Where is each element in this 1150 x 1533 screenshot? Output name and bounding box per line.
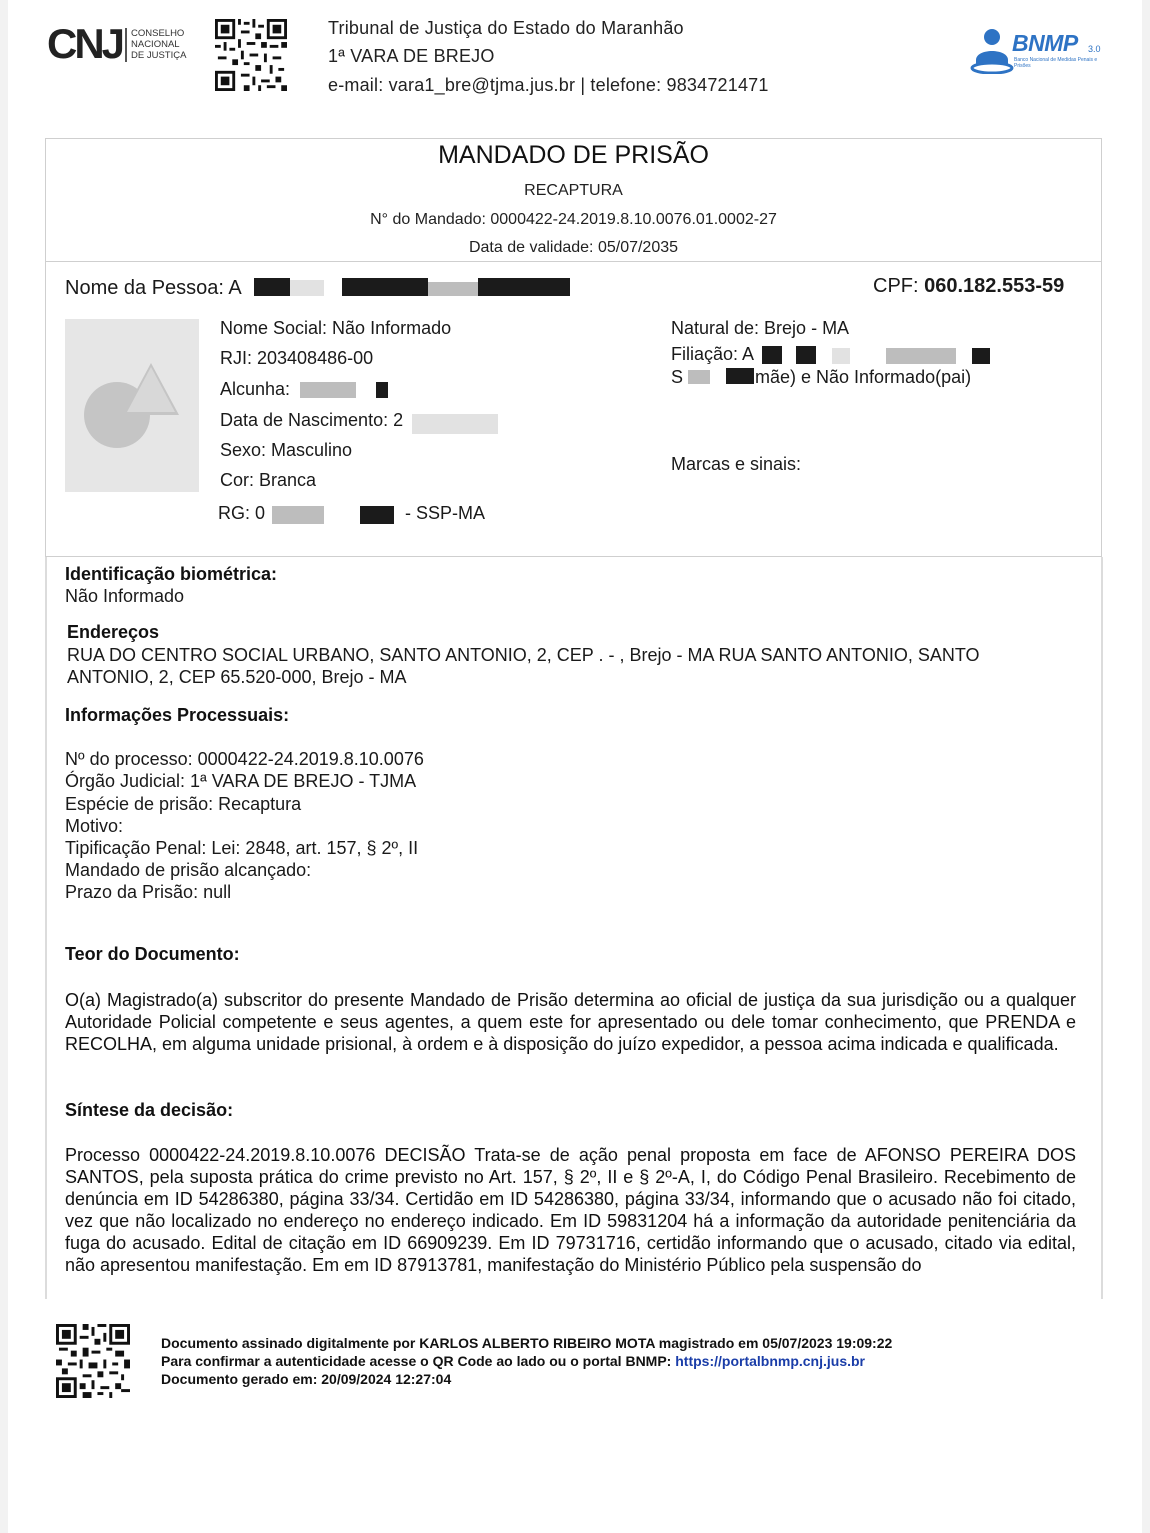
filiation-line2: mãe) e Não Informado(pai) [755,367,972,387]
alias: Alcunha: [220,379,291,399]
redaction [972,348,990,364]
header-qr-code[interactable] [215,19,287,91]
footer-confirm-text: Para confirmar a autenticidade acesse o QR Code ao lado ou o portal BNMP: [161,1353,676,1369]
person-photo-placeholder [65,319,199,492]
filiation-line2-prefix: S [671,367,684,387]
warrant-title: MANDADO DE PRISÃO [438,141,709,169]
cnj-logo [47,20,197,68]
warrant-number: N° do Mandado: 0000422-24.2019.8.10.0076.01.0002-27 [370,211,777,228]
redaction [886,348,956,364]
cnj-sub-3: DE JUSTIÇA [131,50,187,61]
natural-of: Natural de: Brejo - MA [671,318,850,338]
rji: RJI: 203408486-00 [220,348,374,368]
redaction [254,278,290,296]
redaction [342,278,428,296]
redaction [272,506,324,524]
content-title: Teor do Documento: [65,944,240,964]
cnj-sub-2: NACIONAL [131,39,180,50]
birth-date: Data de Nascimento: 2 [220,410,404,430]
court-unit: 1ª VARA DE BREJO [328,46,495,66]
filiation: Filiação: A [671,344,755,364]
biometric-value: Não Informado [65,586,185,606]
redaction [412,414,498,434]
footer-confirm [161,1353,865,1369]
process-line: Órgão Judicial: 1ª VARA DE BREJO - TJMA [65,771,417,791]
bnmp-subtitle: Banco Nacional de Medidas Penais e Prisões [1014,57,1098,69]
decision-text: Processo 0000422-24.2019.8.10.0076 DECISÃO Trata-se de ação penal proposta em face de AFONSO PEREIRA DOS SANTOS, pela suposta prática do crime previsto no Art. 157, § 2º, II e § 2º-A, I, do Código Penal Brasileiro. Recebimento de denúncia em ID 54286380, página 33/34. Certidão em ID 54286380, página 33/34, informando que o acusado não foi citado, vez que não localizado no endereço no endereço indicado. Em ID 59831204 há a informação da autoridade penitenciária da fuga do acusado. Edital de citação em ID 66909239. Em ID 79731716, certidão informando que o acusado, citado via edital, não apresentou manifestação. Em em ID 87913781, manifestação do Ministério Público pela suspensão do [65,1145,1076,1275]
process-line: Espécie de prisão: Recaptura [65,794,302,814]
social-name: Nome Social: Não Informado [220,318,452,338]
footer-generated: Documento gerado em: 20/09/2024 12:27:04 [161,1371,452,1387]
court-contact: e-mail: vara1_bre@tjma.jus.br | telefone: 9834721471 [328,75,769,95]
cpf-label: CPF: [873,275,925,297]
content-text: O(a) Magistrado(a) subscritor do presente Mandado de Prisão determina ao oficial de justiça da sua jurisdição ou a qualquer Autoridade Policial competente e seus agentes, a quem este for apresentado ou dele tomar conhecimento, que PRENDA e RECOLHA, em alguma unidade prisional, à ordem e à disposição do juízo expedidor, a pessoa acima indicada e qualificada. [65,990,1076,1054]
cpf-value: 060.182.553-59 [924,275,1065,297]
rg-prefix: RG: 0 [218,503,266,523]
person-name-label: Nome da Pessoa: A [65,277,242,299]
redaction [688,370,710,384]
cnj-logo-mark: CNJ [47,20,123,67]
redaction [428,282,478,296]
frame-left [45,557,47,1299]
process-line: Motivo: [65,816,124,836]
bnmp-person-icon [970,26,1014,74]
color: Cor: Branca [220,470,317,490]
redaction [290,280,324,296]
redaction [832,348,850,364]
redaction [300,382,356,398]
frame-right [1101,557,1103,1299]
process-line: Nº do processo: 0000422-24.2019.8.10.0076 [65,749,424,769]
photo-placeholder-icon [65,319,199,492]
rg-suffix: - SSP-MA [405,503,486,523]
address-line-1: RUA DO CENTRO SOCIAL URBANO, SANTO ANTONIO, 2, CEP . - , Brejo - MA RUA SANTO ANTONIO, SANTO [67,645,980,665]
redaction [726,368,754,384]
biometric-title: Identificação biométrica: [65,564,278,584]
court-name: Tribunal de Justiça do Estado do Maranhão [328,18,684,38]
decision-title: Síntese da decisão: [65,1100,234,1120]
warrant-validity: Data de validade: 05/07/2035 [468,239,679,256]
bnmp-version: 3.0 [1088,44,1101,54]
redaction [360,506,394,524]
redaction [762,346,782,364]
warrant-type: RECAPTURA [524,182,623,199]
redaction [478,278,570,296]
addresses-title: Endereços [67,622,160,642]
cnj-sub-1: CONSELHO [131,28,185,39]
footer-qr-code[interactable] [56,1324,130,1398]
process-line: Tipificação Penal: Lei: 2848, art. 157, § 2º, II [65,838,419,858]
sex: Sexo: Masculino [220,440,353,460]
process-title: Informações Processuais: [65,705,290,725]
footer-signed: Documento assinado digitalmente por KARLOS ALBERTO RIBEIRO MOTA magistrado em 05/07/2023 19:09:22 [161,1335,893,1351]
marks-and-signs: Marcas e sinais: [671,454,802,474]
cpf [873,275,1064,298]
process-line: Mandado de prisão alcançado: [65,860,312,880]
address-line-2: ANTONIO, 2, CEP 65.520-000, Brejo - MA [67,667,407,687]
process-line: Prazo da Prisão: null [65,882,232,902]
person-box [45,262,1102,557]
bnmp-wordmark: BNMP [1012,30,1078,56]
bnmp-logo [970,26,1110,76]
bnmp-portal-link[interactable]: https://portalbnmp.cnj.jus.br [675,1353,866,1369]
redaction [376,382,388,398]
redaction [796,346,816,364]
